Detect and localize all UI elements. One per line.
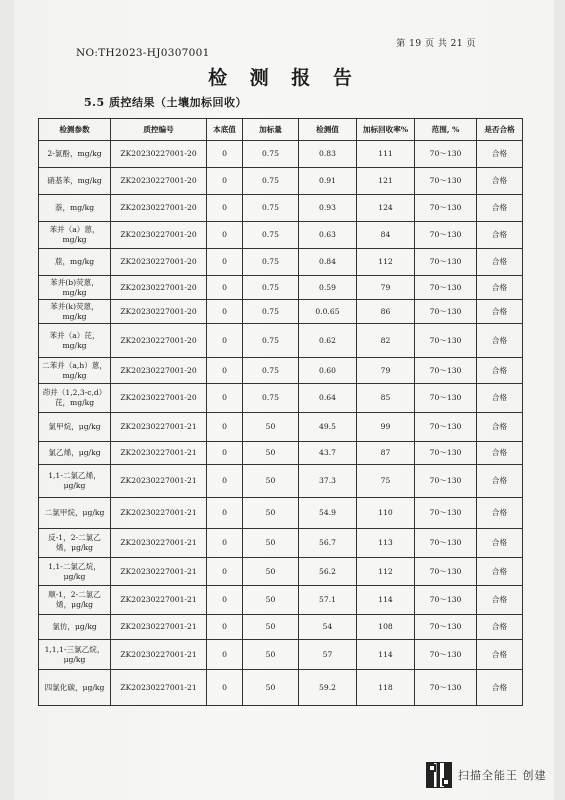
row-measured: 49.5: [299, 413, 357, 442]
row-recovery: 99: [357, 413, 415, 442]
row-param: 二氯甲烷，μg/kg: [39, 498, 111, 529]
row-qc-id: ZK20230227001-20: [111, 300, 207, 324]
row-range: 70～130: [415, 276, 477, 300]
row-pass: 合格: [477, 300, 523, 324]
row-background: 0: [207, 384, 243, 413]
row-spike: 50: [243, 413, 299, 442]
row-recovery: 121: [357, 168, 415, 195]
row-recovery: 118: [357, 670, 415, 706]
row-range: 70～130: [415, 358, 477, 384]
table-row: [39, 222, 523, 249]
row-qc-id: ZK20230227001-20: [111, 384, 207, 413]
row-background: 0: [207, 141, 243, 168]
row-range: 70～130: [415, 465, 477, 498]
row-param: 2-氯酚，mg/kg: [39, 141, 111, 168]
row-background: 0: [207, 615, 243, 640]
table-row: [39, 529, 523, 558]
row-spike: 50: [243, 615, 299, 640]
row-qc-id: ZK20230227001-21: [111, 442, 207, 465]
row-measured: 54.9: [299, 498, 357, 529]
row-background: 0: [207, 249, 243, 276]
row-param: 1,1-二氯乙烷，μg/kg: [39, 558, 111, 586]
row-qc-id: ZK20230227001-21: [111, 640, 207, 670]
row-measured: 0.91: [299, 168, 357, 195]
row-background: 0: [207, 442, 243, 465]
table-row: [39, 168, 523, 195]
table-row: [39, 670, 523, 706]
row-range: 70～130: [415, 558, 477, 586]
row-background: 0: [207, 324, 243, 358]
row-background: 0: [207, 276, 243, 300]
row-pass: 合格: [477, 222, 523, 249]
table-row: [39, 324, 523, 358]
row-qc-id: ZK20230227001-21: [111, 529, 207, 558]
header-recovery: 加标回收率%: [357, 119, 415, 141]
table-row: [39, 249, 523, 276]
row-qc-id: ZK20230227001-20: [111, 249, 207, 276]
row-spike: 50: [243, 640, 299, 670]
row-spike: 0.75: [243, 384, 299, 413]
row-background: 0: [207, 300, 243, 324]
row-range: 70～130: [415, 529, 477, 558]
row-recovery: 108: [357, 615, 415, 640]
row-measured: 0.93: [299, 195, 357, 222]
row-recovery: 75: [357, 465, 415, 498]
row-measured: 37.3: [299, 465, 357, 498]
row-recovery: 86: [357, 300, 415, 324]
row-spike: 0.75: [243, 195, 299, 222]
header-measured: 检测值: [299, 119, 357, 141]
row-recovery: 112: [357, 249, 415, 276]
page-indicator: 第 19 页 共 21 页: [396, 39, 476, 49]
row-recovery: 82: [357, 324, 415, 358]
row-spike: 0.75: [243, 300, 299, 324]
table-row: [39, 276, 523, 300]
row-spike: 50: [243, 498, 299, 529]
row-param: 1,1-二氯乙烯，μg/kg: [39, 465, 111, 498]
row-qc-id: ZK20230227001-20: [111, 168, 207, 195]
row-param: 四氯化碳，μg/kg: [39, 670, 111, 706]
row-range: 70～130: [415, 249, 477, 276]
row-param: 䓛，mg/kg: [39, 249, 111, 276]
row-param: 反-1，2-二氯乙烯，μg/kg: [39, 529, 111, 558]
row-recovery: 114: [357, 640, 415, 670]
row-measured: 0.64: [299, 384, 357, 413]
table-row: [39, 442, 523, 465]
table-row: [39, 640, 523, 670]
row-param: 1,1,1-三氯乙烷，μg/kg: [39, 640, 111, 670]
row-param: 萘，mg/kg: [39, 195, 111, 222]
report-title: 检 测 报 告: [208, 67, 360, 89]
row-qc-id: ZK20230227001-21: [111, 558, 207, 586]
row-measured: 0.62: [299, 324, 357, 358]
table-row: [39, 586, 523, 615]
row-pass: 合格: [477, 586, 523, 615]
row-pass: 合格: [477, 615, 523, 640]
row-recovery: 110: [357, 498, 415, 529]
row-background: 0: [207, 586, 243, 615]
row-range: 70～130: [415, 141, 477, 168]
row-param: 苯并(k)荧蒽，mg/kg: [39, 300, 111, 324]
row-qc-id: ZK20230227001-20: [111, 358, 207, 384]
table-row: [39, 615, 523, 640]
table-row: [39, 141, 523, 168]
row-qc-id: ZK20230227001-20: [111, 141, 207, 168]
row-param: 氯甲烷，μg/kg: [39, 413, 111, 442]
row-measured: 0.84: [299, 249, 357, 276]
table-row: [39, 498, 523, 529]
row-spike: 50: [243, 670, 299, 706]
row-pass: 合格: [477, 384, 523, 413]
row-range: 70～130: [415, 413, 477, 442]
row-measured: 0.63: [299, 222, 357, 249]
row-spike: 50: [243, 442, 299, 465]
row-measured: 59.2: [299, 670, 357, 706]
row-measured: 54: [299, 615, 357, 640]
row-background: 0: [207, 168, 243, 195]
row-param: 氯乙烯，μg/kg: [39, 442, 111, 465]
row-background: 0: [207, 222, 243, 249]
row-param: 苯并（a）蒽，mg/kg: [39, 222, 111, 249]
row-pass: 合格: [477, 249, 523, 276]
row-spike: 50: [243, 465, 299, 498]
qr-code-icon: [426, 762, 452, 788]
table-row: [39, 384, 523, 413]
row-range: 70～130: [415, 324, 477, 358]
row-recovery: 111: [357, 141, 415, 168]
row-recovery: 87: [357, 442, 415, 465]
row-qc-id: ZK20230227001-20: [111, 222, 207, 249]
row-spike: 0.75: [243, 141, 299, 168]
row-spike: 0.75: [243, 358, 299, 384]
qc-results-table: [38, 118, 523, 706]
row-recovery: 124: [357, 195, 415, 222]
row-spike: 0.75: [243, 222, 299, 249]
row-range: 70～130: [415, 222, 477, 249]
row-pass: 合格: [477, 529, 523, 558]
row-param: 二苯并（a,h）蒽，mg/kg: [39, 358, 111, 384]
row-spike: 0.75: [243, 276, 299, 300]
header-qc-id: 质控编号: [111, 119, 207, 141]
row-range: 70～130: [415, 384, 477, 413]
row-background: 0: [207, 670, 243, 706]
table-row: [39, 413, 523, 442]
row-background: 0: [207, 465, 243, 498]
row-range: 70～130: [415, 442, 477, 465]
row-spike: 50: [243, 558, 299, 586]
section-title: 5.5 质控结果（土壤加标回收）: [84, 96, 247, 109]
row-recovery: 84: [357, 222, 415, 249]
report-number: NO:TH2023-HJ0307001: [76, 47, 210, 59]
row-qc-id: ZK20230227001-21: [111, 413, 207, 442]
row-recovery: 114: [357, 586, 415, 615]
row-qc-id: ZK20230227001-20: [111, 276, 207, 300]
row-pass: 合格: [477, 640, 523, 670]
header-spike: 加标量: [243, 119, 299, 141]
row-qc-id: ZK20230227001-20: [111, 324, 207, 358]
row-spike: 0.75: [243, 249, 299, 276]
table-row: [39, 558, 523, 586]
row-spike: 50: [243, 529, 299, 558]
row-pass: 合格: [477, 195, 523, 222]
row-pass: 合格: [477, 442, 523, 465]
header-background: 本底值: [207, 119, 243, 141]
row-pass: 合格: [477, 324, 523, 358]
row-measured: 0.0.65: [299, 300, 357, 324]
row-pass: 合格: [477, 465, 523, 498]
row-recovery: 113: [357, 529, 415, 558]
row-measured: 0.83: [299, 141, 357, 168]
row-measured: 0.59: [299, 276, 357, 300]
row-qc-id: ZK20230227001-20: [111, 195, 207, 222]
table-header-row: [39, 119, 523, 141]
row-range: 70～130: [415, 498, 477, 529]
row-pass: 合格: [477, 141, 523, 168]
row-background: 0: [207, 413, 243, 442]
row-param: 硝基苯，mg/kg: [39, 168, 111, 195]
row-background: 0: [207, 640, 243, 670]
header-param: 检测参数: [39, 119, 111, 141]
row-spike: 50: [243, 586, 299, 615]
row-param: 顺-1，2-二氯乙烯，μg/kg: [39, 586, 111, 615]
table-row: [39, 300, 523, 324]
row-measured: 57: [299, 640, 357, 670]
row-pass: 合格: [477, 558, 523, 586]
row-qc-id: ZK20230227001-21: [111, 670, 207, 706]
row-measured: 56.2: [299, 558, 357, 586]
row-range: 70～130: [415, 586, 477, 615]
table-row: [39, 195, 523, 222]
header-pass: 是否合格: [477, 119, 523, 141]
row-measured: 57.1: [299, 586, 357, 615]
row-param: 苯并(b)荧蒽，mg/kg: [39, 276, 111, 300]
row-qc-id: ZK20230227001-21: [111, 465, 207, 498]
row-range: 70～130: [415, 640, 477, 670]
row-range: 70～130: [415, 168, 477, 195]
row-param: 茚并（1,2,3-c,d）芘，mg/kg: [39, 384, 111, 413]
row-spike: 0.75: [243, 324, 299, 358]
row-qc-id: ZK20230227001-21: [111, 498, 207, 529]
row-recovery: 85: [357, 384, 415, 413]
row-range: 70～130: [415, 300, 477, 324]
row-spike: 0.75: [243, 168, 299, 195]
row-pass: 合格: [477, 670, 523, 706]
header-range: 范围, %: [415, 119, 477, 141]
row-background: 0: [207, 358, 243, 384]
table-row: [39, 465, 523, 498]
row-pass: 合格: [477, 413, 523, 442]
row-measured: 56.7: [299, 529, 357, 558]
row-param: 苯并（a）芘，mg/kg: [39, 324, 111, 358]
row-background: 0: [207, 195, 243, 222]
row-recovery: 112: [357, 558, 415, 586]
row-background: 0: [207, 529, 243, 558]
row-pass: 合格: [477, 168, 523, 195]
scanner-watermark: [426, 762, 547, 788]
row-qc-id: ZK20230227001-21: [111, 615, 207, 640]
row-measured: 43.7: [299, 442, 357, 465]
row-background: 0: [207, 498, 243, 529]
row-pass: 合格: [477, 358, 523, 384]
table-row: [39, 358, 523, 384]
row-qc-id: ZK20230227001-21: [111, 586, 207, 615]
row-background: 0: [207, 558, 243, 586]
row-measured: 0.60: [299, 358, 357, 384]
row-range: 70～130: [415, 195, 477, 222]
row-recovery: 79: [357, 276, 415, 300]
row-recovery: 79: [357, 358, 415, 384]
scanner-watermark-text: 扫描全能王 创建: [458, 769, 547, 782]
row-param: 氯仿，μg/kg: [39, 615, 111, 640]
row-range: 70～130: [415, 670, 477, 706]
row-pass: 合格: [477, 498, 523, 529]
row-range: 70～130: [415, 615, 477, 640]
row-pass: 合格: [477, 276, 523, 300]
